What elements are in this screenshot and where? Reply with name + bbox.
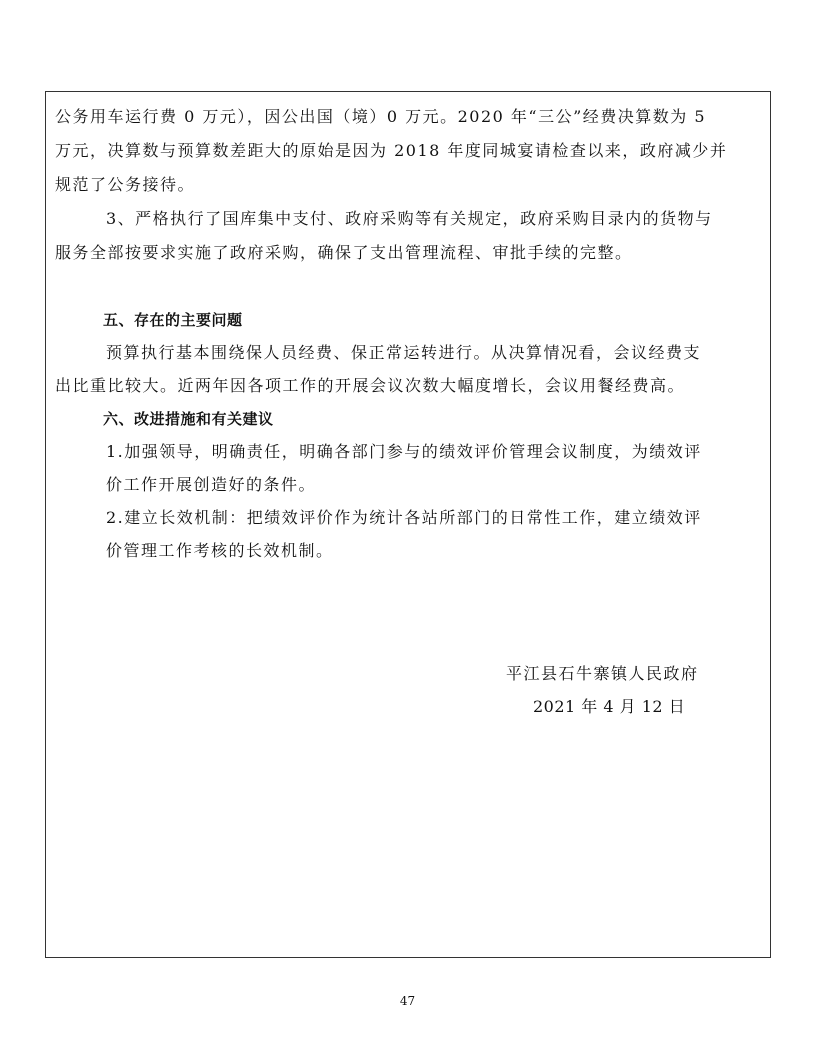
list-item-line: 2.建立长效机制：把绩效评价作为统计各站所部门的日常性工作，建立绩效评 — [106, 508, 702, 527]
paragraph-line: 出比重比较大。近两年因各项工作的开展会议次数大幅度增长，会议用餐经费高。 — [55, 376, 686, 395]
paragraph-line: 服务全部按要求实施了政府采购，确保了支出管理流程、审批手续的完整。 — [55, 243, 633, 262]
list-item-line: 价管理工作考核的长效机制。 — [106, 541, 334, 560]
section-heading: 六、改进措施和有关建议 — [103, 410, 274, 428]
signature-org: 平江县石牛寨镇人民政府 — [506, 664, 699, 683]
paragraph-line: 规范了公务接待。 — [55, 175, 196, 194]
paragraph-line: 3、严格执行了国库集中支付、政府采购等有关规定，政府采购目录内的货物与 — [106, 209, 713, 228]
signature-date: 2021 年 4 月 12 日 — [533, 697, 686, 716]
paragraph-line: 万元，决算数与预算数差距大的原始是因为 2018 年度同城宴请检查以来，政府减少并 — [55, 141, 728, 160]
list-item-line: 1.加强领导，明确责任，明确各部门参与的绩效评价管理会议制度，为绩效评 — [106, 442, 702, 461]
paragraph-line: 公务用车运行费 0 万元），因公出国（境）0 万元。2020 年“三公”经费决算数为 5 — [55, 107, 707, 126]
section-heading: 五、存在的主要问题 — [103, 311, 243, 329]
paragraph-line: 预算执行基本围绕保人员经费、保正常运转进行。从决算情况看，会议经费支 — [106, 343, 702, 362]
page-number: 47 — [399, 994, 416, 1008]
list-item-line: 价工作开展创造好的条件。 — [106, 475, 317, 494]
